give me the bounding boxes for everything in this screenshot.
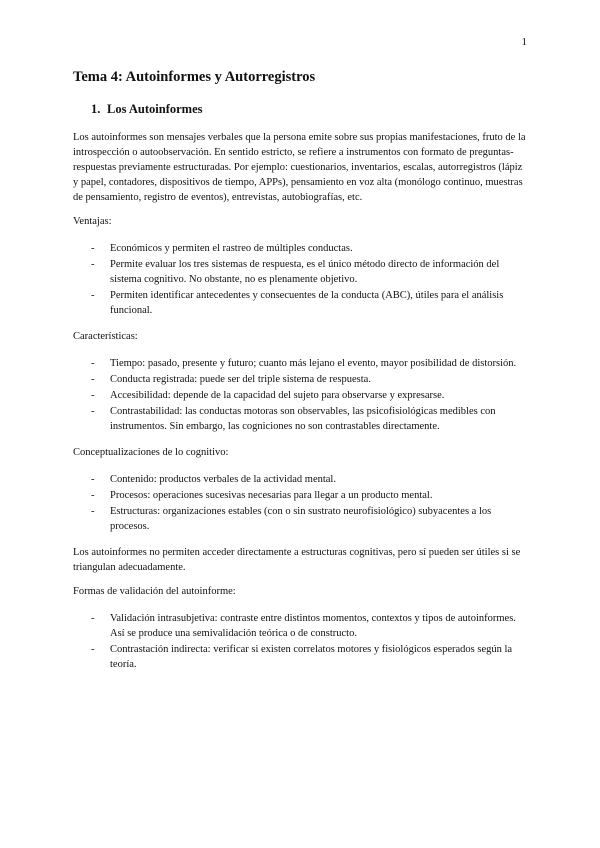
section-number: 1. — [91, 102, 101, 116]
dash-bullet: - — [91, 490, 95, 501]
validacion-list — [73, 611, 528, 672]
dash-bullet: - — [91, 259, 95, 270]
list-item: - Contrastabilidad: las conductas motoras son observables, las psicofisiológicas medibles con instrumentos. Sin embargo, las cogniciones no son contrastables directamente. — [91, 406, 496, 432]
ventajas-label: Ventajas: — [73, 216, 112, 227]
dash-bullet: - — [91, 374, 95, 385]
document-title: Tema 4: Autoinformes y Autorregistros — [73, 69, 316, 85]
dash-bullet: - — [91, 474, 95, 485]
list-item: - Contenido: productos verbales de la actividad mental. — [91, 474, 336, 485]
page-number: 1 — [521, 36, 527, 48]
list-item: - Estructuras: organizaciones estables (con o sin sustrato neurofisiológico) subyacentes a los procesos. — [91, 506, 492, 532]
dash-bullet: - — [91, 358, 95, 369]
caracteristicas-list — [73, 356, 528, 434]
dash-bullet: - — [91, 406, 95, 417]
list-item: - Permite evaluar los tres sistemas de respuesta, es el único método directo de información del sistema cognitivo. No obstante, no es plenamente objetivo. — [91, 259, 500, 285]
dash-bullet: - — [91, 243, 95, 254]
conceptualizaciones-list — [73, 472, 528, 534]
dash-bullet: - — [91, 644, 95, 655]
list-item: - Conducta registrada: puede ser del triple sistema de respuesta. — [91, 374, 371, 385]
list-item: - Accesibilidad: depende de la capacidad del sujeto para observarse y expresarse. — [91, 390, 445, 401]
dash-bullet: - — [91, 613, 95, 624]
list-item: - Contrastación indirecta: verificar si existen correlatos motores y fisiológicos esperados según la teoría. — [91, 644, 513, 670]
intro-paragraph: Los autoinformes son mensajes verbales que la persona emite sobre sus propias manifestaciones, fruto de la introspección o autoobservación. En sentido estricto, se refiere a instrumentos con formato de preguntas-respuestas previamente estructuradas. Por ejemplo: cuestionarios, inventarios, escalas, autorregistros (lápiz y papel, contadores, dispositivos de tiempo, APPs), pensamiento en voz alta (monólogo continuo, muestras de pensamiento, registro de eventos), entrevistas, autobiografías, etc. — [73, 132, 526, 203]
dash-bullet: - — [91, 506, 95, 517]
section-title: Los Autoinformes — [107, 102, 203, 116]
validacion-label: Formas de validación del autoinforme: — [73, 586, 236, 597]
list-item: - Permiten identificar antecedentes y consecuentes de la conducta (ABC), útiles para el análisis funcional. — [91, 290, 504, 316]
conceptualizaciones-label: Conceptualizaciones de lo cognitivo: — [73, 447, 229, 458]
list-item: - Económicos y permiten el rastreo de múltiples conductas. — [91, 243, 353, 254]
dash-bullet: - — [91, 390, 95, 401]
list-item: - Procesos: operaciones sucesivas necesarias para llegar a un producto mental. — [91, 490, 433, 501]
document-body — [73, 69, 528, 683]
list-item: - Validación intrasubjetiva: contraste entre distintos momentos, contextos y tipos de autoinformes. Así se produce una semivalidación teórica o de constructo. — [91, 613, 516, 639]
note-paragraph: Los autoinformes no permiten acceder directamente a estructuras cognitivas, pero sí pueden ser útiles si se triangulan adecuadamente. — [73, 547, 521, 573]
caracteristicas-label: Características: — [73, 331, 138, 342]
section-heading — [91, 102, 528, 117]
list-item: - Tiempo: pasado, presente y futuro; cuanto más lejano el evento, mayor posibilidad de distorsión. — [91, 358, 517, 369]
ventajas-list — [73, 241, 528, 318]
dash-bullet: - — [91, 290, 95, 301]
